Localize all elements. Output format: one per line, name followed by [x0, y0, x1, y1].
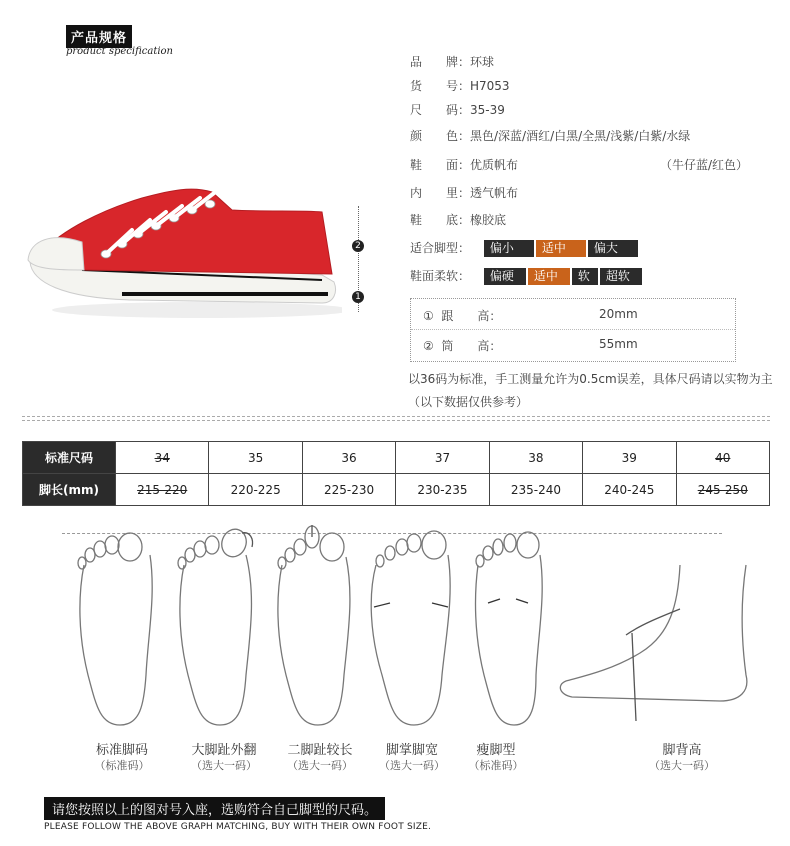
- foot-high-instep-icon: [560, 565, 747, 721]
- row-header: 脚长(mm): [23, 474, 116, 506]
- foot-label: 脚背高: [662, 743, 702, 758]
- length-cell: 235-240: [489, 474, 582, 506]
- measure-note: 以36码为标准，手工测量允许为0.5cm误差，具体尺码请以实物为主: [408, 372, 773, 386]
- foot-advice: （选大一码）: [191, 759, 257, 772]
- foot-advice: （标准码）: [94, 759, 150, 772]
- length-cell: 220-225: [209, 474, 302, 506]
- soft-option-hard: 偏硬: [484, 268, 526, 285]
- foot-advice: （选大一码）: [649, 759, 715, 772]
- divider: [22, 420, 770, 421]
- length-cell: 215-220: [116, 474, 209, 506]
- bottom-instruction-en: PLEASE FOLLOW THE ABOVE GRAPH MATCHING, BUY WITH THEIR OWN FOOT SIZE.: [44, 822, 432, 832]
- foot-label: 瘦脚型: [476, 743, 516, 758]
- spec-size: 尺 码：35-39: [410, 103, 505, 117]
- fit-option-large: 偏大: [588, 240, 638, 257]
- spec-upper-colors: （牛仔蓝/红色）: [660, 158, 749, 172]
- heel-height-row: ① 跟 高： 20mm: [423, 307, 638, 323]
- section-subtitle: product specification: [66, 46, 174, 57]
- spec-lining: 内 里：透气帆布: [410, 186, 519, 200]
- table-row: [23, 442, 770, 474]
- spec-brand: 品 牌：环球: [410, 55, 495, 69]
- foot-advice: （选大一码）: [287, 759, 353, 772]
- soft-option-soft: 软: [572, 268, 598, 285]
- length-cell: 230-235: [396, 474, 489, 506]
- foot-label: 二脚趾较长: [287, 743, 353, 758]
- divider: [22, 416, 770, 417]
- size-cell: 39: [583, 442, 676, 474]
- foot-diagrams: [60, 525, 780, 735]
- soft-option-super-soft: 超软: [600, 268, 642, 285]
- foot-bunion-icon: [178, 526, 253, 725]
- fit-option-small: 偏小: [484, 240, 534, 257]
- size-cell: 35: [209, 442, 302, 474]
- length-cell: 245-250: [676, 474, 769, 506]
- foot-standard-icon: [78, 533, 152, 725]
- size-cell: 34: [116, 442, 209, 474]
- foot-label: 大脚趾外翻: [191, 743, 257, 758]
- foot-narrow-icon: [476, 532, 543, 725]
- shaft-height-row: ② 筒 高： 55mm: [423, 337, 638, 353]
- marker-2: 2: [352, 240, 364, 252]
- marker-1: 1: [352, 291, 364, 303]
- length-cell: 240-245: [583, 474, 676, 506]
- softness-row: 鞋面柔软： 偏硬 适中 软 超软: [410, 268, 644, 284]
- spec-color: 颜 色：黑色/深蓝/酒红/白黑/全黑/浅紫/白紫/水绿: [410, 129, 691, 143]
- length-cell: 225-230: [302, 474, 395, 506]
- section-title: 产品规格: [66, 25, 132, 48]
- fit-option-normal: 适中: [536, 240, 586, 257]
- shoe-image: [22, 170, 342, 320]
- size-cell: 40: [676, 442, 769, 474]
- soft-option-normal: 适中: [528, 268, 570, 285]
- size-table: [22, 441, 770, 506]
- size-cell: 36: [302, 442, 395, 474]
- fit-row: 适合脚型： 偏小 适中 偏大: [410, 240, 640, 256]
- measure-box: [410, 298, 736, 362]
- row-header: 标准尺码: [23, 442, 116, 474]
- bottom-instruction: 请您按照以上的图对号入座，选购符合自己脚型的尺码。: [44, 797, 385, 820]
- table-row: [23, 474, 770, 506]
- size-cell: 37: [396, 442, 489, 474]
- foot-long-second-toe-icon: [278, 525, 350, 725]
- foot-label: 脚掌脚宽: [385, 743, 438, 758]
- spec-upper: 鞋 面：优质帆布: [410, 158, 519, 172]
- size-cell: 38: [489, 442, 582, 474]
- foot-advice: （选大一码）: [379, 759, 445, 772]
- foot-label: 标准脚码: [95, 743, 148, 758]
- foot-wide-icon: [371, 531, 450, 725]
- spec-item-no: 货 号：H7053: [410, 79, 510, 93]
- spec-sole: 鞋 底：橡胶底: [410, 213, 507, 227]
- foot-advice: （标准码）: [468, 759, 524, 772]
- reference-note: （以下数据仅供参考）: [408, 395, 529, 409]
